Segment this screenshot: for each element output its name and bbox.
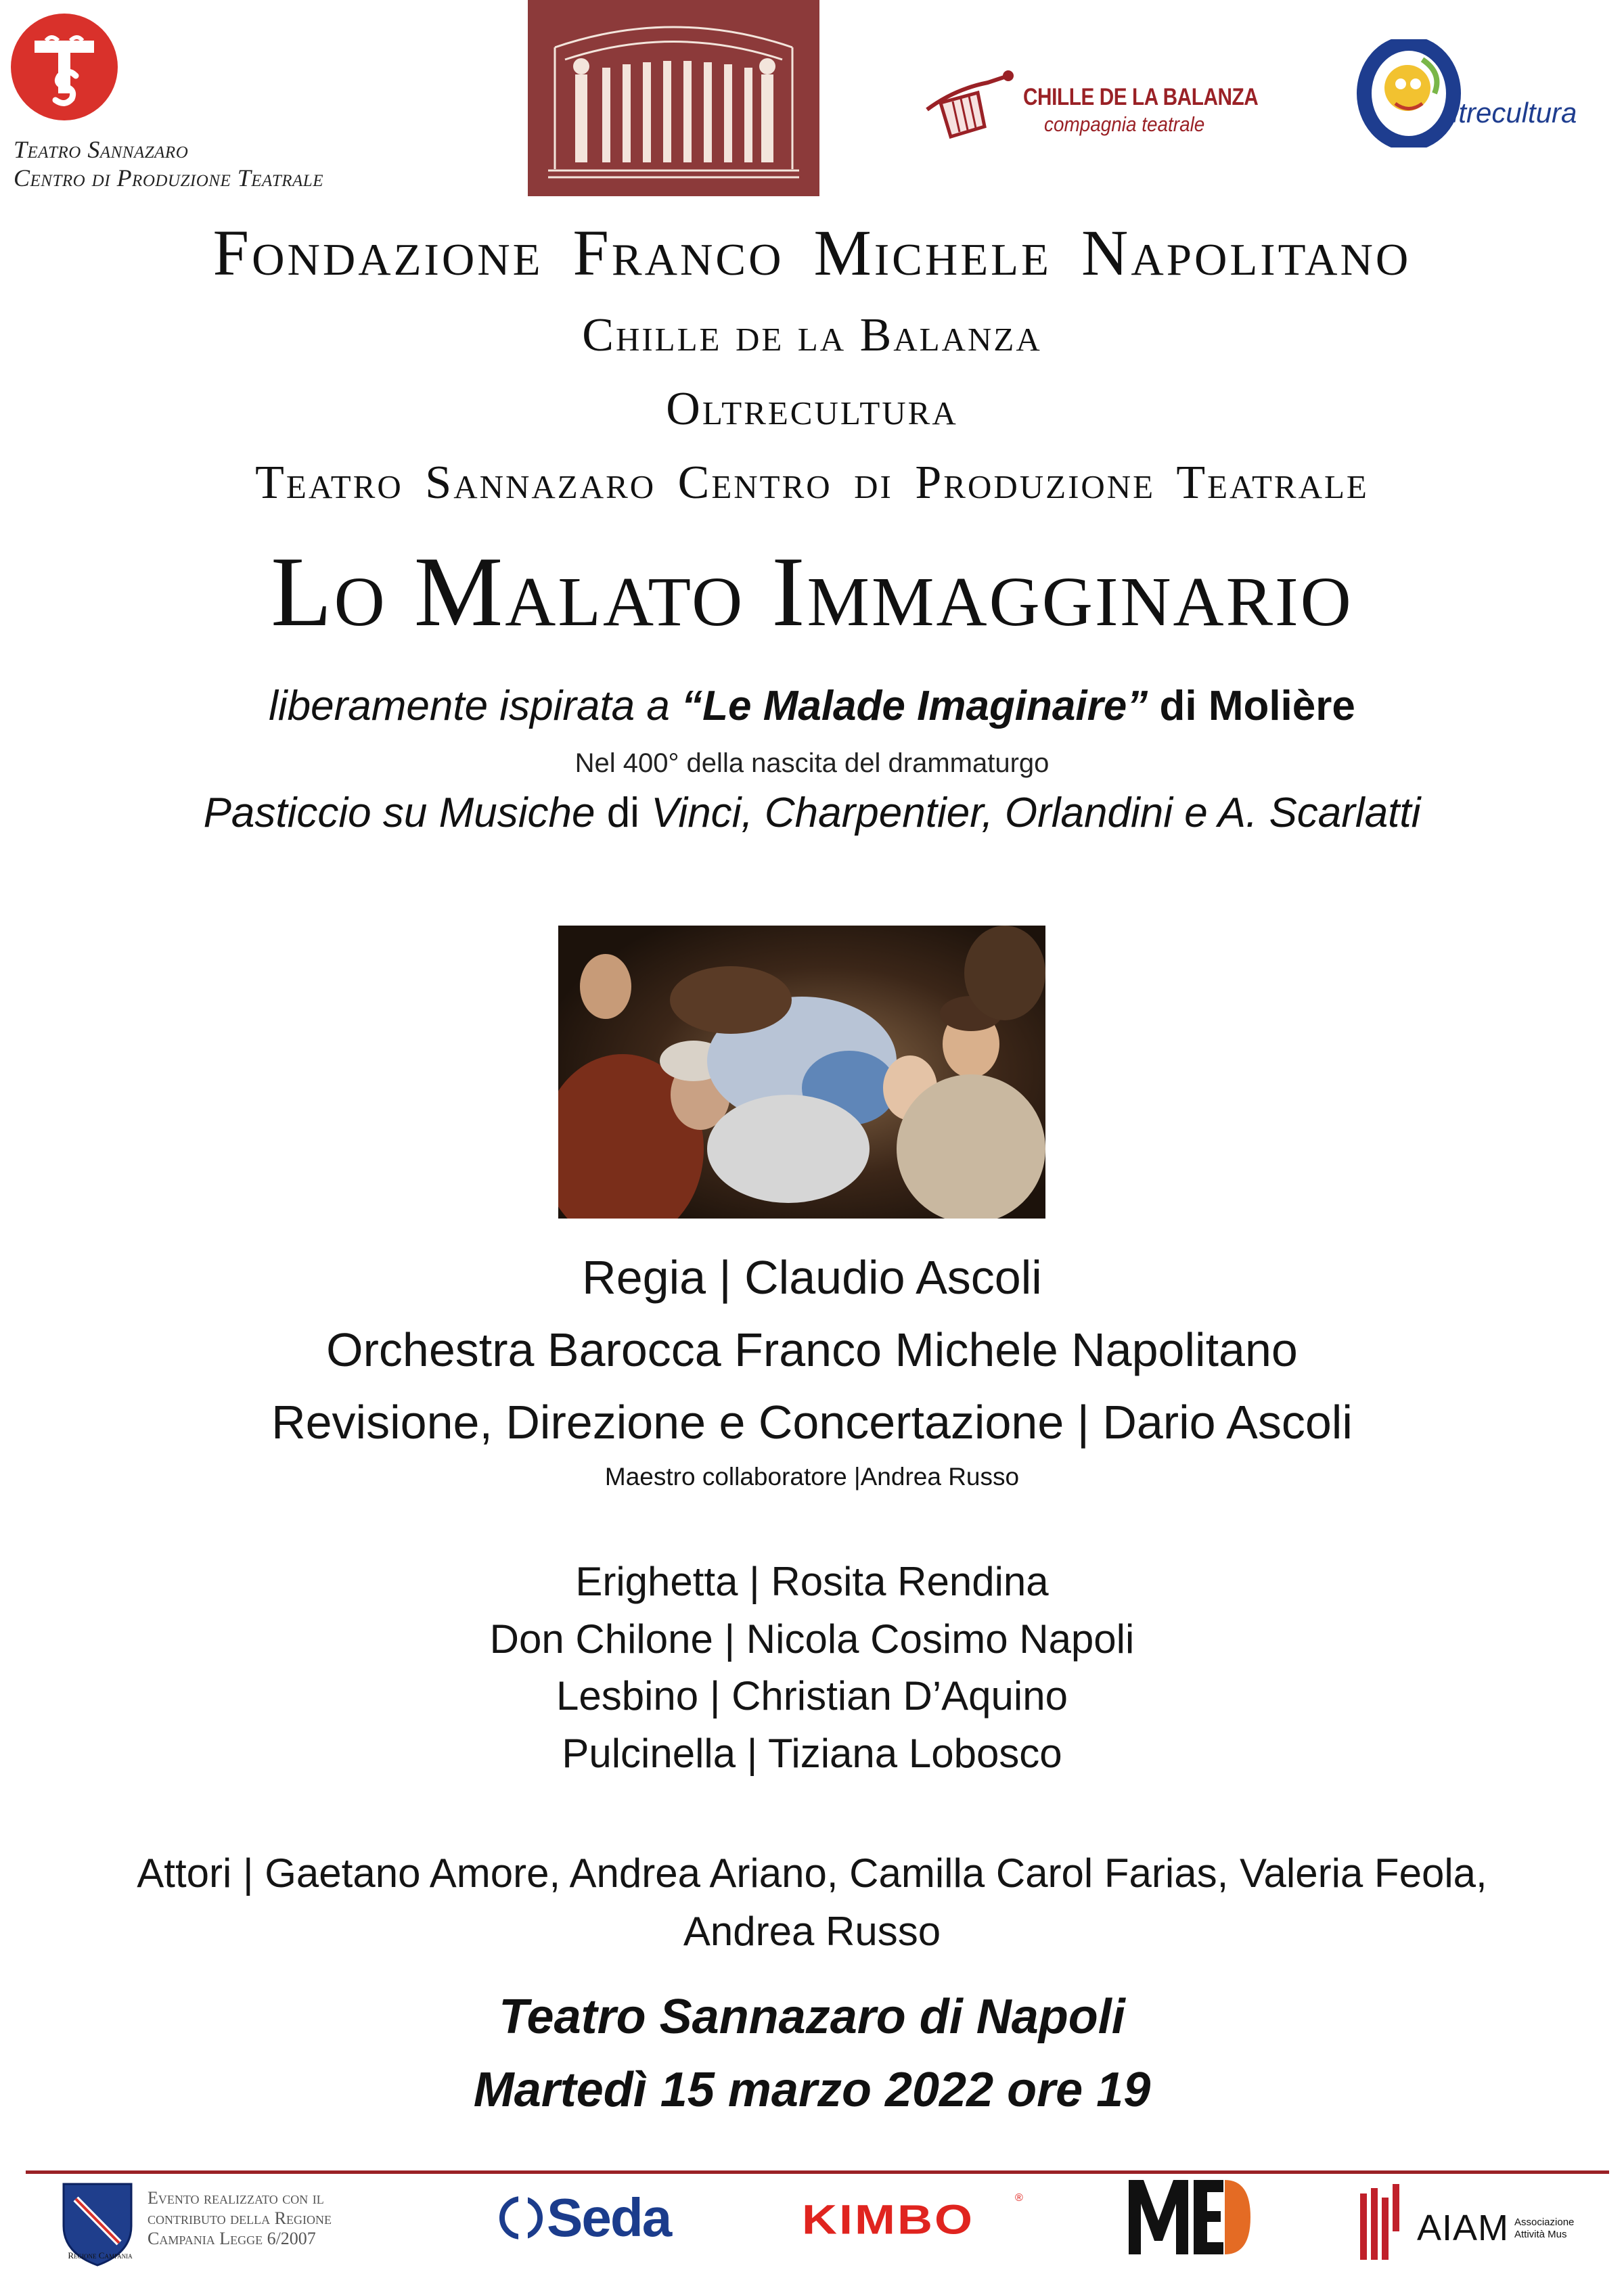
teatro-sannazaro-logo [11,14,118,120]
music-di: di [606,790,639,836]
role-erighetta: Erighetta | Rosita Rendina [575,1559,1049,1604]
music-lead: Pasticcio su Musiche [203,790,595,836]
footer-divider [26,2170,1609,2174]
chille-de-la-balanza-name: CHILLE DE LA BALANZA [1023,84,1259,110]
show-subtitle [0,682,1624,730]
credit-regia: Regia | Claudio Ascoli [582,1251,1042,1304]
credit-attori: Attori | Gaetano Amore, Andrea Ariano, Camilla Carol Farias, Valeria Feola, Andrea Russo [137,1850,1487,1954]
show-title: Lo Malato Immagginario [271,537,1353,647]
theatre-facade-logo [528,0,819,196]
chille-lyre-icon [914,62,1022,147]
event-venue: Teatro Sannazaro di Napoli [499,1990,1125,2044]
baroque-painting-image [558,926,1045,1219]
credit-orchestra: Orchestra Barocca Franco Michele Napolitano [326,1323,1298,1376]
event-note-line-3: Campania Legge 6/2007 [148,2229,316,2248]
seda-logo: Seda [547,2187,671,2248]
event-date: Martedì 15 marzo 2022 ore 19 [473,2063,1151,2117]
aiam-sub-line-1: Associazione [1514,2216,1575,2228]
aiam-logo: AIAM [1417,2208,1510,2248]
organizer-fondazione: Fondazione Franco Michele Napolitano [212,217,1412,289]
credit-maestro-collaboratore: Maestro collaboratore |Andrea Russo [604,1463,1020,1491]
aiam-sub-line-2: Attività Mus [1514,2229,1567,2240]
chille-de-la-balanza-subtitle: compagnia teatrale [1044,112,1205,136]
aiam-subtitle [1514,2216,1582,2241]
role-pulcinella: Pulcinella | Tiziana Lobosco [562,1731,1062,1776]
subtitle-prefix: liberamente ispirata a [269,683,670,729]
event-note-line-2: contributo della Regione [148,2208,332,2228]
music-composers: Vinci, Charpentier, Orlandini e A. Scarlatti [651,790,1421,836]
ts-caption-line-2: Centro di Produzione Teatrale [14,164,323,191]
event-funding-note [148,2188,405,2249]
role-lesbino: Lesbino | Christian D’Aquino [556,1673,1068,1719]
aiam-logo-mark-icon [1360,2184,1407,2260]
oltrecultura-logo-icon [1355,39,1463,147]
regione-campania-caption: Regione Campania [68,2250,133,2260]
organizer-teatro-sannazaro: Teatro Sannazaro Centro di Produzione Teatrale [255,457,1369,509]
organizer-oltrecultura: Oltrecultura [666,383,958,435]
ts-monogram-icon [11,14,118,120]
anniversary-note: Nel 400° della nascita del drammaturgo [574,748,1050,778]
subtitle-author: Molière [1208,683,1355,729]
kimbo-registered-mark: ® [1015,2192,1023,2204]
theatre-facade-icon [528,0,819,196]
med-logo-icon [1129,2173,1250,2261]
music-credit [0,789,1624,837]
subtitle-work: “Le Malade Imaginaire” [681,683,1148,729]
teatro-sannazaro-caption [14,135,460,192]
organizer-chille: Chille de la Balanza [582,309,1042,361]
credit-revisione: Revisione, Direzione e Concertazione | Dario Ascoli [271,1396,1353,1449]
event-note-line-1: Evento realizzato con il [148,2188,324,2208]
ts-caption-line-1: Teatro Sannazaro [14,136,189,163]
subtitle-by: di [1159,683,1197,729]
oltrecultura-name: ltrecultura [1452,97,1577,129]
kimbo-logo: KIMBO [802,2197,974,2243]
role-don-chilone: Don Chilone | Nicola Cosimo Napoli [489,1616,1135,1662]
